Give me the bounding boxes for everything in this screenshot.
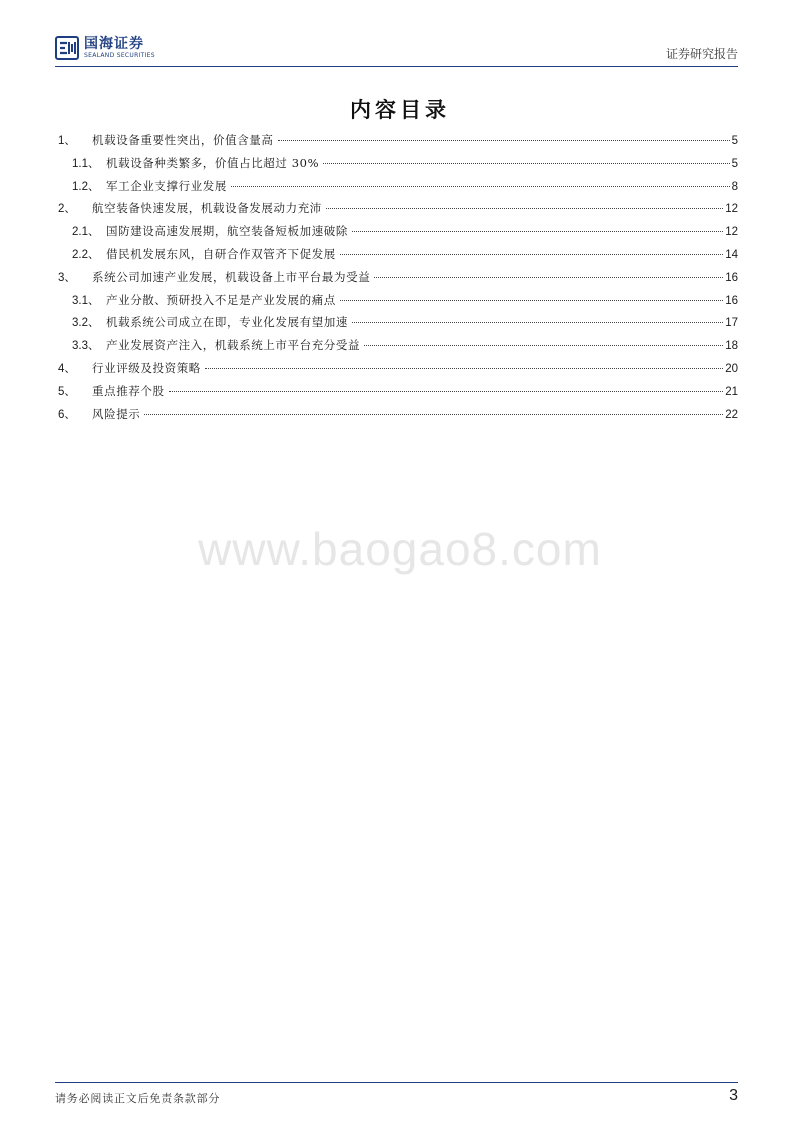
sealand-logo-icon: [55, 36, 79, 60]
toc-entry[interactable]: [58, 132, 738, 155]
toc-entry-number: 3.2、: [72, 317, 100, 330]
toc-entry[interactable]: [58, 360, 738, 383]
watermark: www.baogao8.com: [198, 523, 602, 575]
toc-entry-title: 机载设备重要性突出，价值含量高: [92, 133, 274, 147]
report-type-label: 证券研究报告: [665, 47, 738, 61]
toc-entry-title: 风险提示: [92, 406, 141, 421]
toc-dot-leader: [374, 277, 723, 278]
toc-dot-leader: [340, 254, 723, 255]
toc-entry[interactable]: [58, 246, 738, 269]
toc-entry[interactable]: [58, 406, 738, 429]
toc-entry-number: 2.1、: [72, 226, 100, 239]
toc-entry-title: 重点推荐个股: [92, 383, 165, 398]
page-header: [55, 32, 738, 67]
toc-entry-page: 5: [731, 157, 738, 170]
toc-entry[interactable]: [58, 337, 738, 360]
toc-entry[interactable]: [58, 314, 738, 337]
toc-dot-leader: [144, 414, 723, 415]
toc-entry[interactable]: [58, 223, 738, 246]
toc-entry-page: 12: [725, 203, 738, 216]
toc-entry-page: 18: [725, 340, 738, 353]
table-of-contents: [58, 132, 738, 428]
toc-entry-page: 16: [725, 271, 738, 284]
toc-entry-page: 21: [725, 385, 738, 398]
toc-entry-page: 14: [725, 248, 738, 261]
toc-entry-number: 6、: [58, 408, 76, 421]
toc-entry-title: 借民机发展东风，自研合作双管齐下促发展: [106, 246, 336, 261]
page-number: 3: [729, 1087, 738, 1104]
toc-entry-title: 航空装备快速发展，机载设备发展动力充沛: [92, 201, 322, 216]
toc-entry[interactable]: [58, 292, 738, 315]
toc-dot-leader: [326, 208, 723, 209]
toc-entry-number: 3.1、: [72, 294, 100, 307]
toc-dot-leader: [352, 231, 723, 232]
toc-entry-title: 行业评级及投资策略: [92, 360, 201, 375]
toc-entry-number: 3、: [58, 271, 76, 284]
toc-entry[interactable]: [58, 269, 738, 292]
toc-title: 内容目录: [350, 98, 450, 122]
toc-entry-title: 军工企业支撑行业发展: [106, 178, 227, 193]
toc-entry-page: 8: [731, 180, 738, 193]
brand-name-en: SEALAND SECURITIES: [84, 52, 155, 59]
toc-entry-title: 国防建设高速发展期，航空装备短板加速破除: [106, 224, 348, 239]
toc-entry-title: 产业发展资产注入，机载系统上市平台充分受益: [106, 338, 361, 353]
disclaimer-text: 请务必阅读正文后免责条款部分: [55, 1092, 221, 1105]
toc-entry-page: 16: [725, 294, 738, 307]
toc-entry-page: 22: [725, 408, 738, 421]
toc-entry-title: 机载设备种类繁多，价值占比超过 30%: [106, 155, 320, 170]
toc-dot-leader: [364, 345, 723, 346]
toc-entry-number: 3.3、: [72, 340, 100, 353]
toc-entry-page: 5: [731, 135, 738, 147]
toc-entry-number: 5、: [58, 385, 76, 398]
toc-dot-leader: [278, 140, 730, 141]
toc-dot-leader: [323, 163, 729, 164]
toc-entry-number: 2、: [58, 203, 76, 216]
toc-dot-leader: [231, 186, 730, 187]
toc-entry[interactable]: [58, 383, 738, 406]
toc-entry-page: 12: [725, 226, 738, 239]
toc-dot-leader: [340, 300, 723, 301]
toc-entry-number: 1、: [58, 135, 76, 147]
toc-entry-number: 1.1、: [72, 157, 100, 170]
toc-entry[interactable]: [58, 155, 738, 178]
toc-entry-title: 产业分散、预研投入不足是产业发展的痛点: [106, 292, 336, 307]
toc-entry-page: 17: [725, 317, 738, 330]
toc-entry[interactable]: [58, 178, 738, 201]
toc-dot-leader: [205, 368, 723, 369]
toc-entry-title: 系统公司加速产业发展，机载设备上市平台最为受益: [92, 269, 371, 284]
brand-logo: [55, 36, 155, 60]
page-footer: [55, 1082, 738, 1109]
toc-entry-page: 20: [725, 362, 738, 375]
toc-entry-number: 1.2、: [72, 180, 100, 193]
brand-name-cn: 国海证券: [84, 36, 144, 52]
toc-dot-leader: [352, 322, 723, 323]
toc-entry[interactable]: [58, 200, 738, 223]
toc-entry-number: 4、: [58, 362, 76, 375]
toc-dot-leader: [169, 391, 724, 392]
toc-entry-title: 机载系统公司成立在即，专业化发展有望加速: [106, 315, 348, 330]
toc-entry-number: 2.2、: [72, 248, 100, 261]
